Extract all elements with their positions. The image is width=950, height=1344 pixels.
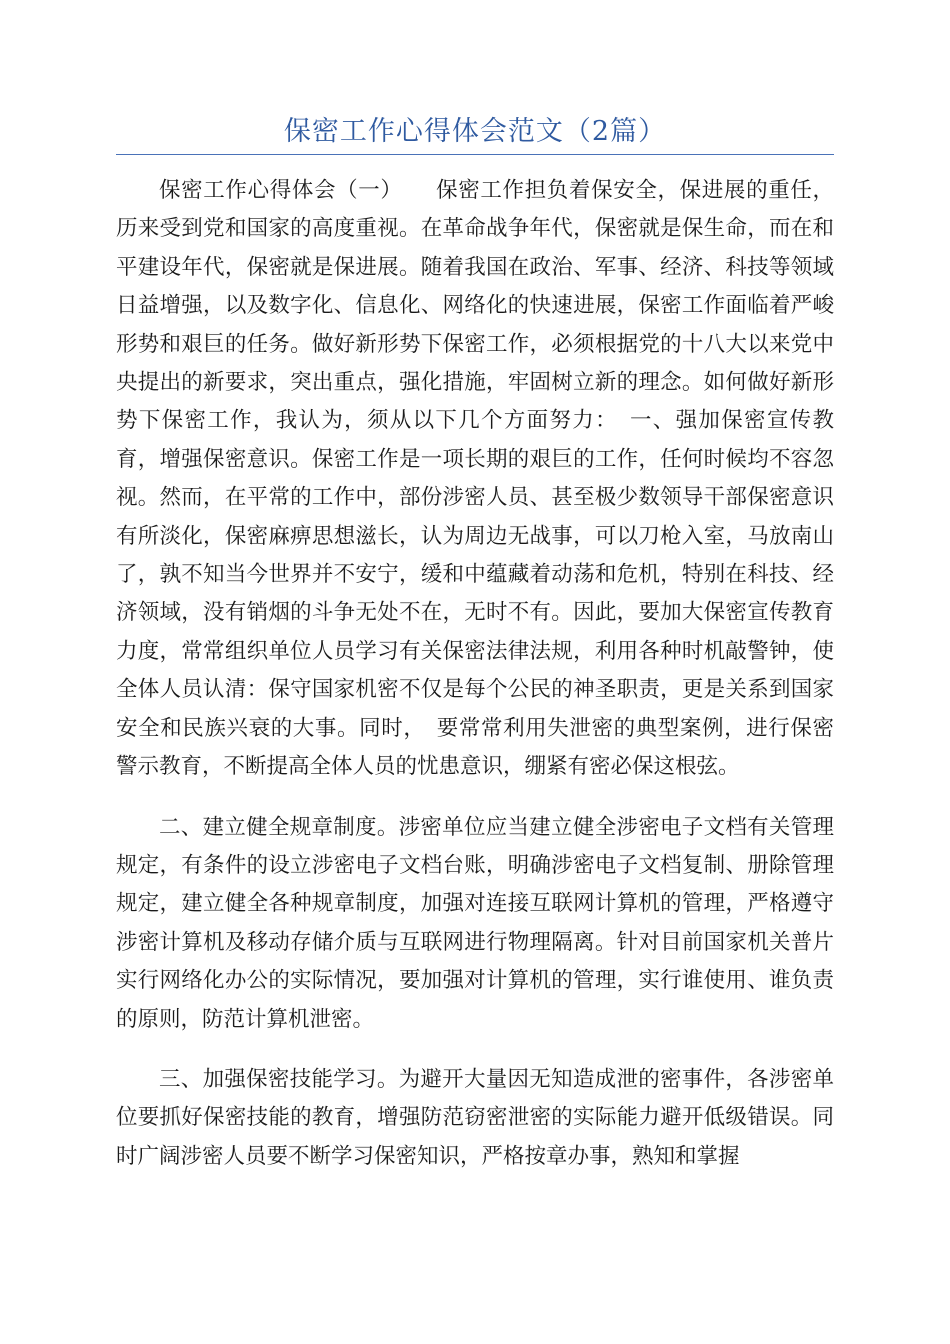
title-underline bbox=[116, 154, 834, 155]
document-title: 保密工作心得体会范文（2篇） bbox=[283, 116, 667, 147]
paragraph-2: 二、建立健全规章制度。涉密单位应当建立健全涉密电子文档有关管理规定，有条件的设立涉密电子文档台账，明确涉密电子文档复制、册除管理规定，建立健全各种规章制度，加强对连接互联网计算机的管理，严格遵守涉密计算机及移动存储介质与互联网进行物理隔离。针对目前国家机关普片实行网络化办公的实际情况，要加强对计算机的管理，实行谁使用、谁负责的原则，防范计算机泄密。 bbox=[116, 814, 834, 1032]
document-body bbox=[116, 172, 834, 1176]
paragraph-3: 三、加强保密技能学习。为避开大量因无知造成泄的密事件，各涉密单位要抓好保密技能的教育，增强防范窃密泄密的实际能力避开低级错误。同时广阔涉密人员要不断学习保密知识，严格按章办事，熟知和掌握 bbox=[116, 1066, 834, 1169]
paragraph-1: 保密工作心得体会（一） 保密工作担负着保安全，保进展的重任，历来受到党和国家的高度重视。在革命战争年代，保密就是保生命，而在和平建设年代，保密就是保进展。随着我国在政治、军事、经济、科技等领域日益增强，以及数字化、信息化、网络化的快速进展，保密工作面临着严峻形势和艰巨的任务。做好新形势下保密工作，必须根据党的十八大以来党中央提出的新要求，突出重点，强化措施，牢固树立新的理念。如何做好新形势下保密工作，我认为，须从以下几个方面努力： 一、强加保密宣传教育，增强保密意识。保密工作是一项长期的艰巨的工作，任何时候均不容忽视。然而，在平常的工作中，部份涉密人员、甚至极少数领导干部保密意识有所淡化，保密麻痹思想滋长，认为周边无战事，可以刀枪入室，马放南山了，孰不知当今世界并不安宁，缓和中蕴藏着动荡和危机，特别在科技、经济领域，没有销烟的斗争无处不在，无时不有。因此，要加大保密宣传教育力度，常常组织单位人员学习有关保密法律法规，利用各种时机敲警钟，使全体人员认清：保守国家机密不仅是每个公民的神圣职责，更是关系到国家安全和民族兴衰的大事。同时， 要常常利用失泄密的典型案例，进行保密警示教育，不断提高全体人员的忧患意识，绷紧有密必保这根弦。 bbox=[116, 178, 834, 780]
